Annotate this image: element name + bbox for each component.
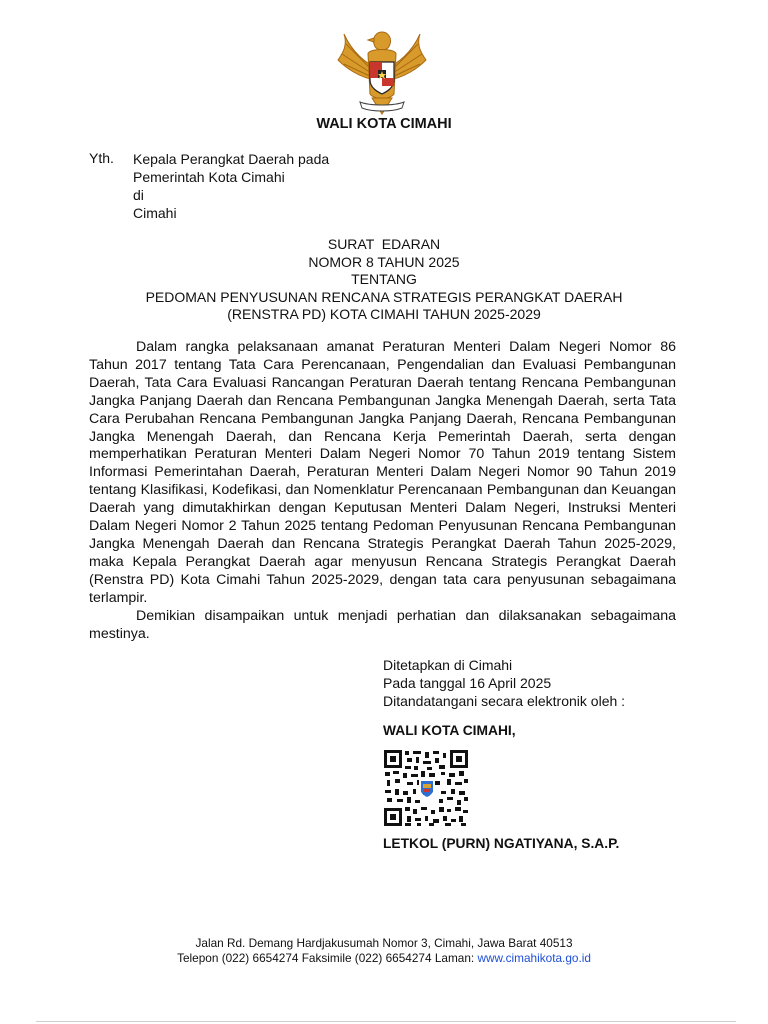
signature-block — [383, 656, 625, 710]
recipient-line: Kepala Perangkat Daerah pada — [133, 151, 330, 167]
signature-date: Pada tanggal 16 April 2025 — [383, 675, 552, 691]
heading-line: PEDOMAN PENYUSUNAN RENCANA STRATEGIS PERANGKAT DAERAH — [145, 288, 623, 305]
recipient-line: Cimahi — [133, 205, 177, 221]
footer-address: Jalan Rd. Demang Hardjakusumah Nomor 3, Cimahi, Jawa Barat 40513 — [195, 936, 573, 950]
garuda-emblem-icon — [330, 24, 434, 118]
recipient-line: di — [133, 187, 144, 203]
qr-code-graphic — [383, 749, 469, 827]
heading-line: SURAT EDARAN — [327, 236, 441, 252]
recipient-address — [133, 150, 329, 222]
body-paragraph: Demikian disampaikan untuk menjadi perhatian dan dilaksanakan sebagaimana mestinya. — [89, 607, 676, 642]
qr-code-icon — [383, 749, 469, 827]
recipient-line: Pemerintah Kota Cimahi — [133, 169, 285, 185]
website-link[interactable]: www.cimahikota.go.id — [477, 950, 591, 965]
footer-contact — [0, 951, 768, 966]
signer-title: WALI KOTA CIMAHI, — [383, 723, 516, 738]
signer-name: LETKOL (PURN) NGATIYANA, S.A.P. — [383, 836, 620, 851]
heading-line: NOMOR 8 TAHUN 2025 — [308, 253, 460, 270]
heading-line: TENTANG — [351, 271, 417, 288]
signature-place: Ditetapkan di Cimahi — [383, 657, 513, 673]
heading-line: (RENSTRA PD) KOTA CIMAHI TAHUN 2025-2029 — [227, 306, 541, 323]
recipient-label: Yth. — [89, 150, 114, 166]
footer-contact-text: Telepon (022) 6654274 Faksimile (022) 6654274 Laman: — [177, 950, 478, 965]
document-title: WALI KOTA CIMAHI — [316, 116, 452, 132]
garuda-emblem-graphic — [330, 24, 434, 118]
body-paragraph: Dalam rangka pelaksanaan amanat Peraturan Menteri Dalam Negeri Nomor 86 Tahun 2017 tentang Tata Cara Perencanaan, Pengendalian dan Evaluasi Pembangunan Daerah, Tata Cara Evaluasi Rancangan Peraturan Daerah tentang Rencana Pembangunan Jangka Panjang Daerah dan Rencana Pembangunan Jangka Menengah Daerah, serta Tata Cara Perubahan Rencana Pembangunan Jangka Panjang Daerah, Rencana Pembangunan Jangka Menengah Daerah, dan Rencana Kerja Pemerintah Daerah, serta dengan memperhatikan Peraturan Menteri Dalam Negeri Nomor 70 Tahun 2019 tentang Sistem Informasi Pemerintahan Daerah, Peraturan Menteri Dalam Negeri Nomor 90 Tahun 2019 tentang Klasifikasi, Kodefikasi, dan Nomenklatur Perencanaan Pembangunan dan Keuangan Daerah yang dimutakhirkan dengan Keputusan Menteri Dalam Negeri, Instruksi Menteri Dalam Negeri Nomor 2 Tahun 2025 tentang Pedoman Penyusunan Rencana Pembangunan Jangka Menengah Daerah dan Rencana Strategis Perangkat Daerah Tahun 2025-2029, maka Kepala Perangkat Daerah agar menyusun Rencana Strategis Perangkat Daerah (Renstra PD) Kota Cimahi Tahun 2025-2029, dengan tata cara penyusunan sebagaimana terlampir. — [89, 339, 676, 606]
letter-body — [89, 339, 676, 643]
signature-note: Ditandatangani secara elektronik oleh : — [383, 693, 626, 709]
page-divider — [36, 1021, 736, 1022]
circular-heading — [0, 236, 768, 324]
letterhead-footer — [0, 936, 768, 965]
